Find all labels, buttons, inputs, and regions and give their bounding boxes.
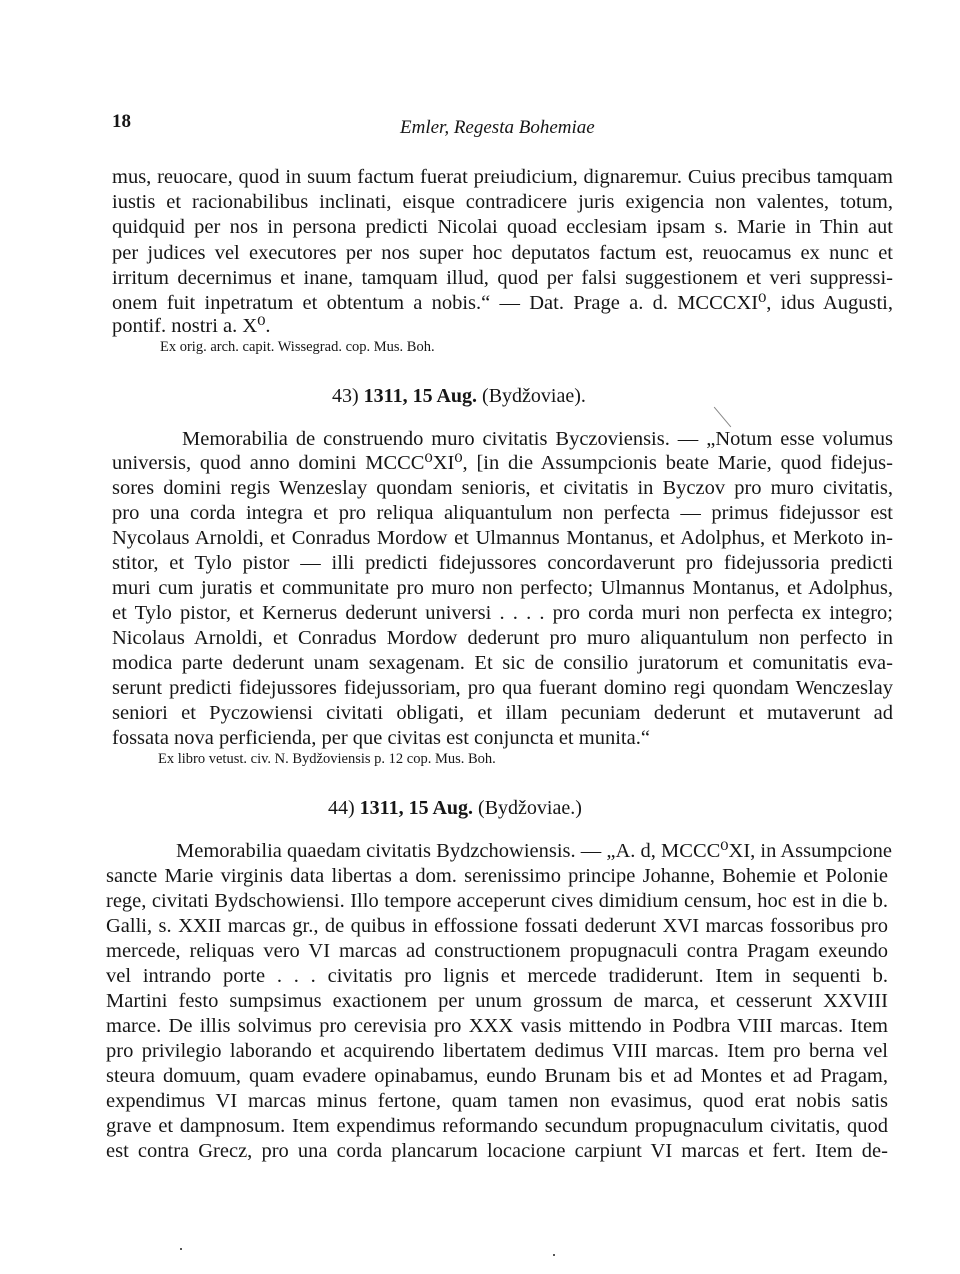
text-line: Galli, s. XXII marcas gr., de quibus in effossione fossati dederunt XVI marcas fossoribus pro (106, 915, 888, 937)
text-line: pro privilegio laborando et acquirendo libertatem dedimus VIII marcas. Item pro berna vel (106, 1040, 888, 1062)
entry-date: 15 Aug. (408, 797, 474, 819)
text-line: Memorabilia quaedam civitatis Bydzchowiensis. — „A. d, MCCC⁰XI, in Assumpcione (176, 840, 892, 862)
stray-dot (553, 1254, 555, 1256)
text-line: mercede, reliquas vero VI marcas ad constructionem propugnaculi contra Pragam exeundo (106, 940, 888, 962)
text-line: Memorabilia de construendo muro civitatis Byczoviensis. — „Notum esse volumus (182, 428, 893, 450)
text-line: fossata nova perficienda, per que civitas est conjuncta et munita.“ (112, 727, 650, 749)
entry-number: 43) (332, 385, 359, 407)
text-line: irritum decernimus et inane, tamquam illud, quod per falsi suggestionem et veri suppressi- (112, 267, 893, 289)
running-title-author: Emler, (400, 117, 450, 138)
source-citation: Ex orig. arch. capit. Wissegrad. cop. Mus. Boh. (160, 339, 435, 355)
text-line: vel intrando porte . . . civitatis pro lignis et mercede tradiderunt. Item in sequenti b. (106, 965, 888, 987)
text-line: muri cum juratis et communitate pro muro non perfecto; Ulmannus Montanus, et Adolphus, (112, 577, 893, 599)
entry-heading (332, 385, 586, 408)
stray-mark (714, 407, 731, 428)
text-line: mus, reuocare, quod in suum factum fuerat preiudicium, dignaremur. Cuius precibus tamquam (112, 166, 893, 188)
text-line: per judices vel executores per nos super hoc deputatos factum est, reuocamus ex nunc et (112, 242, 893, 264)
running-title (400, 117, 595, 139)
text-line: iustis et racionabilibus inclinati, eisque contradicere juris exigencia non valentes, totum, (112, 191, 893, 213)
text-line: est contra Grecz, pro una corda plancarum locacione carpiunt VI marcas et fert. Item de- (106, 1140, 888, 1162)
text-line: marce. De illis solvimus pro cerevisia pro XXX vasis mittendo in Podbra VIII marcas. Item (106, 1015, 888, 1037)
text-line: Martini festo sumpsimus exactionem per unum grossum de marca, et cesserunt XXVIII (106, 990, 888, 1012)
text-line: seniori et Pyczowiensi civitati obligati, et illam pecuniam dederunt et mutaverunt ad (112, 702, 893, 724)
entry-place: (Bydžoviae). (482, 385, 586, 407)
text-line: pontif. nostri a. X⁰. (112, 315, 271, 337)
entry-year: 1311, (359, 797, 404, 819)
text-line: universis, quod anno domini MCCC⁰XI⁰, [in die Assumpcionis beate Marie, quod fidejus- (112, 452, 893, 474)
text-line: stitor, et Tylo pistor — illi predicti fidejussores concordaverunt pro fidejussoria predicti (112, 552, 893, 574)
text-line: Nycolaus Arnoldi, et Conradus Mordow et Ulmannus Montanus, et Adolphus, et Merkoto in- (112, 527, 893, 549)
entry-heading (328, 797, 582, 820)
page-number: 18 (112, 111, 131, 132)
text-line: rege, civitati Bydschowiensi. Illo tempore acceperunt cives dimidium censum, hoc est in die b. (106, 890, 888, 912)
entry-year: 1311, (363, 385, 408, 407)
text-line: grave et dampnosum. Item expendimus reformando secundum propugnaculum civitatis, quod (106, 1115, 888, 1137)
text-line: serunt predicti fidejussores fidejussoriam, pro qua fuerant domino regi quondam Wenczeslay (112, 677, 893, 699)
source-citation: Ex libro vetust. civ. N. Bydžoviensis p. 12 cop. Mus. Boh. (158, 751, 496, 767)
text-line: steura domuum, quam evadere opinabamus, eundo Brunam bis et ad Montes et ad Pragam, (106, 1065, 888, 1087)
text-line: quidquid per nos in persona predicti Nicolai quoad ecclesiam ipsam s. Marie in Thin aut (112, 216, 893, 238)
entry-number: 44) (328, 797, 355, 819)
text-line: et Tylo pistor, et Kernerus dederunt universi . . . . pro corda muri non perfecta ex integro; (112, 602, 893, 624)
text-line: sores domini regis Wenzeslay quondam senioris, et civitatis in Byczov pro muro civitatis, (112, 477, 893, 499)
entry-place: (Bydžoviae.) (478, 797, 582, 819)
text-line: pro una corda integra et pro reliqua aliquantulum non perfecta — primus fidejussor est (112, 502, 893, 524)
text-line: onem fuit inpetratum et obtentum a nobis.“ — Dat. Prage a. d. MCCCXI⁰, idus Augusti, (112, 292, 893, 314)
running-title-work: Regesta Bohemiae (453, 117, 595, 138)
stray-dot (180, 1248, 182, 1250)
entry-date: 15 Aug. (412, 385, 478, 407)
text-line: sancte Marie virginis data libertas a dom. serenissimo principe Johanne, Bohemie et Polonie (106, 865, 888, 887)
text-line: expendimus VI marcas minus fertone, quam tamen non evasimus, quod erat nobis satis (106, 1090, 888, 1112)
text-line: Nicolaus Arnoldi, et Conradus Mordow dederunt pro muro aliquantulum non perfecto in (112, 627, 893, 649)
text-line: modica parte dederunt unam sexagenam. Et sic de consilio juratorum et comunitatis eva- (112, 652, 893, 674)
